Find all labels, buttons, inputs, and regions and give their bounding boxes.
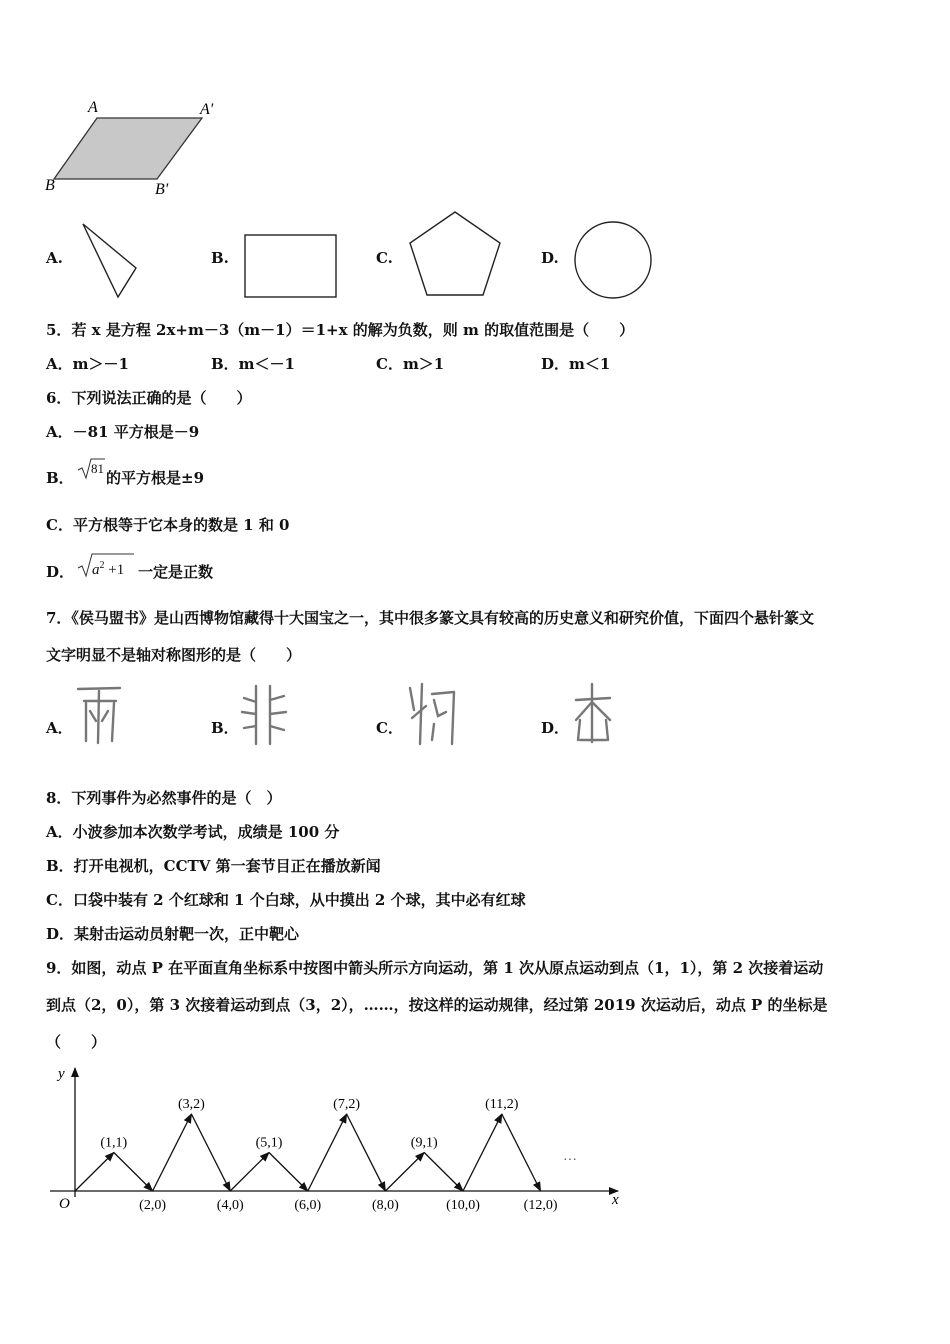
label-a-prime: A' (200, 101, 214, 118)
axis-y-label: y (58, 1066, 65, 1082)
path-segment (153, 1114, 192, 1191)
q9-stem-line3: （ ） (46, 1033, 107, 1051)
path-segment (269, 1153, 308, 1192)
q5-number: 5． (46, 321, 72, 339)
q7-option-c-letter[interactable]: C． (376, 719, 403, 737)
q5-text: 若 x 是方程 2x+m－3（m－1）＝1+x 的解为负数，则 m 的取值范围是（ ） (71, 321, 635, 339)
path-segment (424, 1153, 463, 1192)
fig4-option-c-letter[interactable]: C. (376, 249, 393, 267)
point-label: (9,1) (410, 1135, 438, 1151)
point-label: (7,2) (333, 1097, 361, 1112)
pentagon-shape (405, 208, 505, 300)
circle-shape (570, 217, 656, 303)
path-segment (230, 1153, 269, 1192)
q6-option-d-letter: D． (46, 563, 75, 581)
origin-label: O (59, 1196, 70, 1212)
path-segment (502, 1114, 541, 1191)
fig4-option-a-letter[interactable]: A. (46, 249, 63, 267)
point-label: (6,0) (294, 1198, 322, 1213)
path-segment (308, 1114, 347, 1191)
rectangle-shape (242, 232, 340, 300)
path-segment (385, 1153, 424, 1192)
point-label: (12,0) (523, 1198, 558, 1213)
q7-option-d-letter[interactable]: D． (541, 719, 570, 737)
label-a: A (88, 99, 98, 116)
q6-radicand-base: a (92, 562, 100, 578)
q8-option-a[interactable]: A．小波参加本次数学考试，成绩是 100 分 (46, 823, 340, 841)
fig4-option-b-letter[interactable]: B. (211, 249, 229, 267)
q6-option-b-letter: B． (46, 469, 74, 487)
q7-option-b-letter[interactable]: B． (211, 719, 239, 737)
path-segment (347, 1114, 386, 1191)
q6-radicand-exponent: 2 (99, 560, 105, 571)
label-b-prime: B' (155, 181, 169, 198)
point-label: (1,1) (100, 1135, 128, 1151)
path-segment (463, 1114, 502, 1191)
q6-text: 下列说法正确的是（ ） (71, 389, 252, 407)
point-label: (5,1) (255, 1135, 283, 1151)
seal-character-a (74, 683, 124, 747)
q8-option-b[interactable]: B．打开电视机，CCTV 第一套节目正在播放新闻 (46, 857, 381, 875)
point-label: (4,0) (216, 1198, 244, 1213)
seal-character-d (568, 680, 618, 746)
q5-option-d[interactable]: D．m＜1 (541, 355, 611, 373)
q6-option-b-radicand: 81 (91, 461, 104, 476)
zigzag-graph (40, 1062, 640, 1222)
q5-stem (46, 320, 634, 340)
q6-option-d-radicand (92, 556, 124, 580)
q6-option-c[interactable]: C．平方根等于它本身的数是 1 和 0 (46, 516, 290, 534)
parallelogram-figure (40, 92, 240, 202)
q6-option-a[interactable]: A．－81 平方根是－9 (46, 423, 200, 441)
q7-stem-line1: 7．《侯马盟书》是山西博物馆藏得十大国宝之一，其中很多篆文具有较高的历史意义和研究价值，下面四个悬针篆文 (46, 609, 814, 627)
point-label: (3,2) (177, 1097, 205, 1112)
path-segment (191, 1114, 230, 1191)
q6-option-d-rest: 一定是正数 (138, 563, 214, 581)
q6-option-b-rest: 的平方根是±9 (106, 469, 205, 487)
q7-option-a-letter[interactable]: A． (46, 719, 73, 737)
triangle-shape (78, 220, 142, 302)
path-segment (75, 1153, 114, 1192)
point-label: (11,2) (485, 1097, 519, 1112)
q7-stem-line2: 文字明显不是轴对称图形的是（ ） (46, 646, 302, 664)
point-label: (2,0) (139, 1198, 167, 1213)
path-segment (114, 1153, 153, 1192)
axis-x-label: x (612, 1192, 619, 1208)
point-label: (8,0) (371, 1198, 399, 1213)
q6-radicand-tail: +1 (108, 562, 125, 578)
point-label: (10,0) (446, 1198, 480, 1213)
seal-character-c (404, 680, 460, 748)
label-b: B (45, 177, 55, 194)
q8-option-d[interactable]: D．某射击运动员射靶一次，正中靶心 (46, 925, 300, 943)
seal-character-b (238, 682, 290, 748)
q8-option-c[interactable]: C．口袋中装有 2 个红球和 1 个白球，从中摸出 2 个球，其中必有红球 (46, 891, 526, 909)
ellipsis-label: … (563, 1149, 577, 1164)
q8-stem: 8．下列事件为必然事件的是（ ） (46, 789, 282, 807)
q5-option-c[interactable]: C．m＞1 (376, 355, 445, 373)
q9-stem-line2: 到点（2，0），第 3 次接着运动到点（3，2），……，按这样的运动规律，经过第 2019 次运动后，动点 P 的坐标是 (46, 996, 828, 1014)
q6-stem (46, 388, 251, 408)
fig4-option-d-letter[interactable]: D. (541, 249, 559, 267)
q9-stem-line1: 9．如图，动点 P 在平面直角坐标系中按图中箭头所示方向运动，第 1 次从原点运动到点（1，1），第 2 次接着运动 (46, 959, 824, 977)
q6-number: 6． (46, 389, 72, 407)
parallelogram-shape (54, 118, 202, 179)
q5-option-b[interactable]: B．m＜－1 (211, 355, 295, 373)
q5-option-a[interactable]: A．m＞－1 (46, 355, 129, 373)
